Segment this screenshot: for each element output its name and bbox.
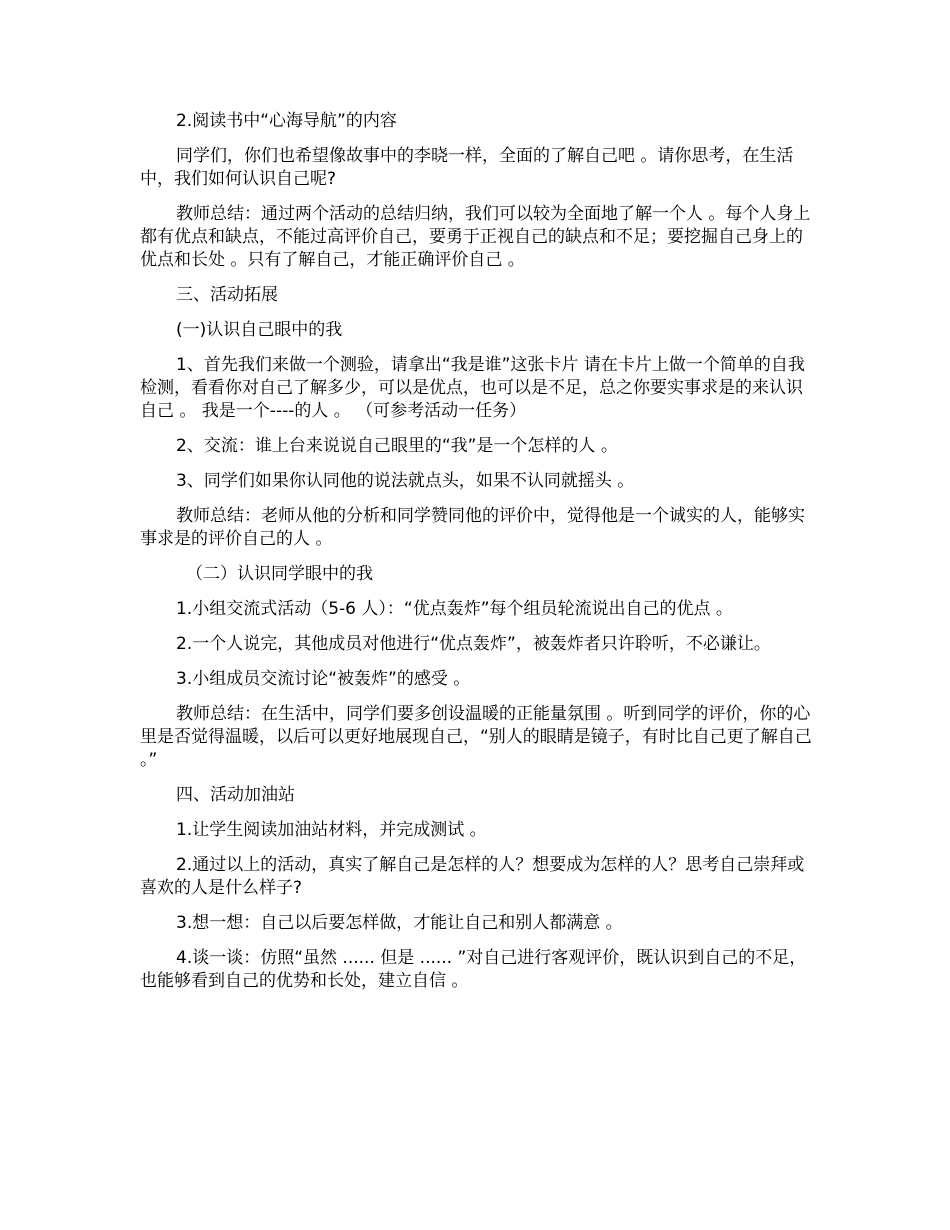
paragraph-reflect-self: 2.通过以上的活动，真实了解自己是怎样的人？想要成为怎样的人？思考自己崇拜或喜欢的人是什么样子? — [140, 855, 805, 898]
paragraph-read-material: 1.让学生阅读加油站材料，并完成测试 。 — [176, 820, 487, 840]
section-heading-activity-extension: 三、活动拓展 — [176, 285, 278, 305]
paragraph-group-activity: 1.小组交流式活动（5-6 人）：“优点轰炸”每个组员轮流说出自己的优点 。 — [176, 599, 733, 619]
subsection-heading-classmate-view: （二）认识同学眼中的我 — [186, 564, 373, 584]
paragraph-teacher-summary-2: 教师总结：老师从他的分析和同学赞同他的评价中，觉得他是一个诚实的人，能够实事求是的评价自己的人 。 — [140, 506, 805, 549]
subsection-heading-self-view: (一)认识自己眼中的我 — [176, 320, 343, 340]
paragraph-self-test: 1、首先我们来做一个测验，请拿出“我是谁”这张卡片 请在卡片上做一个简单的自我检测，看看你对自己了解多少，可以是优点，也可以是不足，总之你要实事求是的来认识自己 。 我是一个----的人 。 （可参考活动一任务） — [140, 355, 805, 421]
document-body — [140, 110, 812, 1005]
paragraph-teacher-summary-1: 教师总结：通过两个活动的总结归纳，我们可以较为全面地了解一个人 。每个人身上都有优点和缺点，不能过高评价自己，要勇于正视自己的缺点和不足；要挖掘自己身上的优点和长处 。只有了解自己，才能正确评价自己 。 — [140, 204, 811, 270]
paragraph-think: 3.想一想：自己以后要怎样做，才能让自己和别人都满意 。 — [176, 913, 623, 933]
paragraph-nod-shake: 3、同学们如果你认同他的说法就点头，如果不认同就摇头 。 — [176, 471, 635, 491]
paragraph-talk: 4.谈一谈：仿照“虽然 ...... 但是 ...... ”对自己进行客观评价，既认识到自己的不足，也能够看到自己的优势和长处，建立自信 。 — [140, 948, 807, 991]
paragraph-group-discussion: 3.小组成员交流讨论“被轰炸”的感受 。 — [176, 669, 471, 689]
paragraph-praise-bombing: 2.一个人说完，其他成员对他进行“优点轰炸”，被轰炸者只许聆听，不必谦让。 — [176, 634, 771, 654]
paragraph-teacher-summary-3: 教师总结：在生活中，同学们要多创设温暖的正能量氛围 。听到同学的评价，你的心里是否觉得温暖，以后可以更好地展现自己，“别人的眼睛是镜子，有时比自己更了解自己 。” — [140, 704, 812, 770]
paragraph-exchange: 2、交流：谁上台来说说自己眼里的“我”是一个怎样的人 。 — [176, 436, 618, 456]
paragraph-intro-question: 同学们，你们也希望像故事中的李晓一样，全面的了解自己吧 。请你思考，在生活中，我们如何认识自己呢? — [140, 146, 794, 189]
paragraph-reading-task: 2.阅读书中“心海导航”的内容 — [176, 111, 397, 131]
section-heading-activity-station: 四、活动加油站 — [176, 785, 295, 805]
